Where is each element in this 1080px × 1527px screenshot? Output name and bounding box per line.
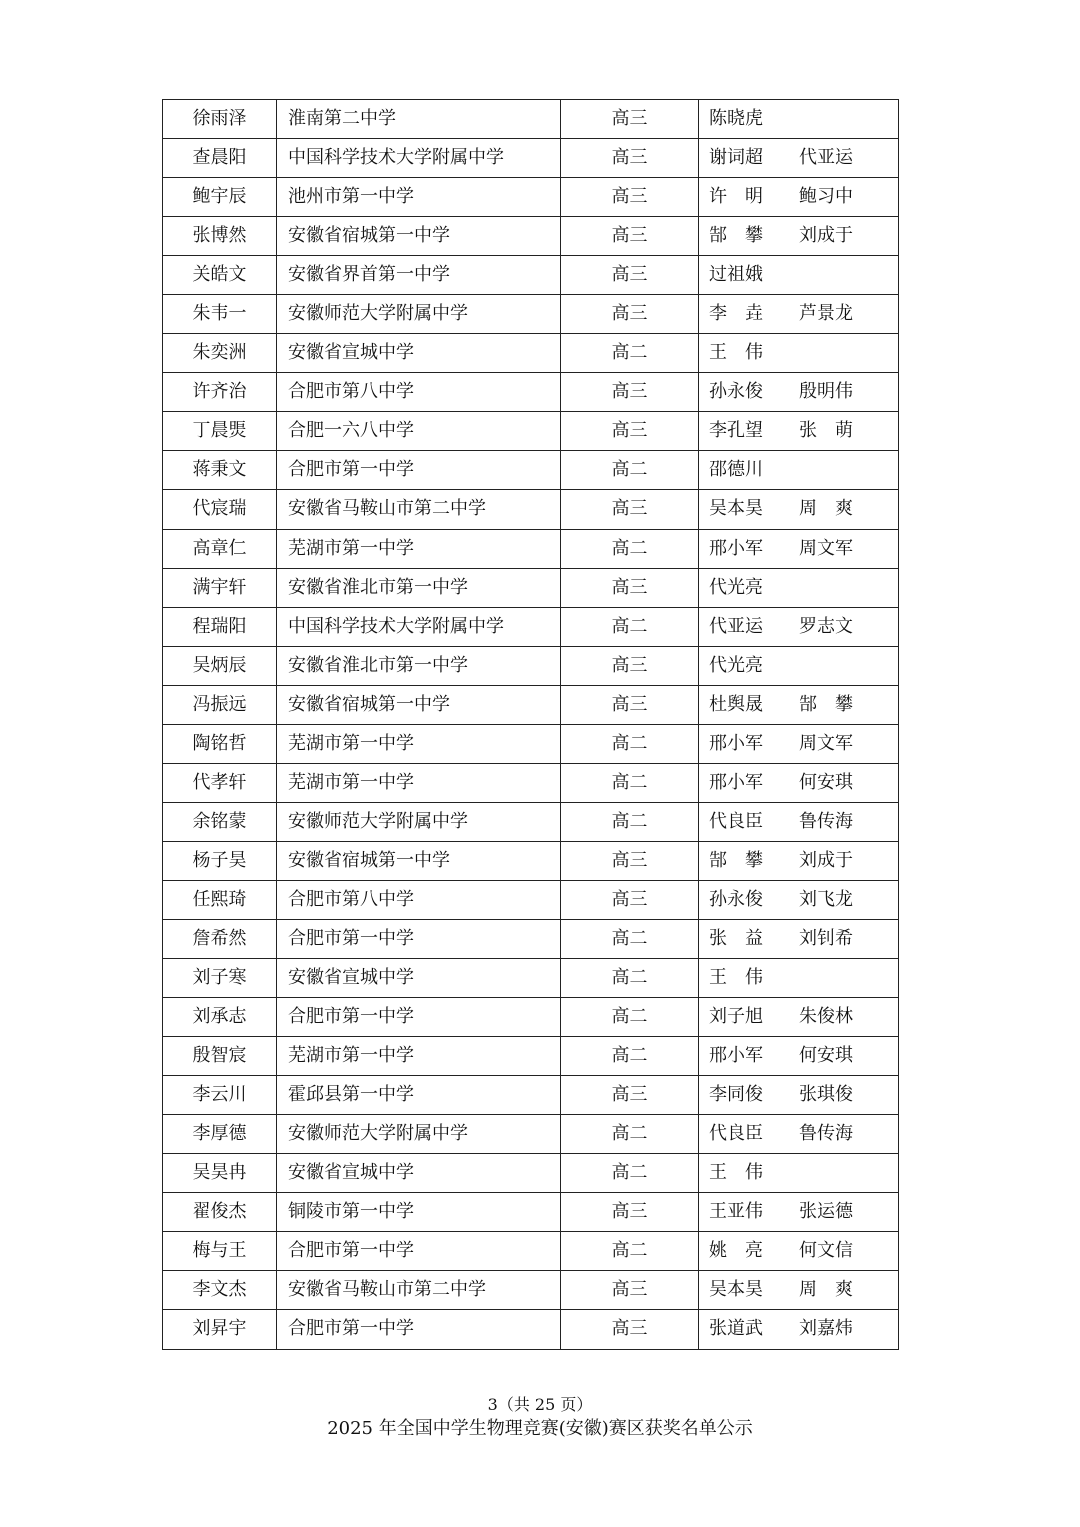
school-cell: 安徽省马鞍山市第二中学 (277, 1271, 561, 1310)
coach-primary: 孙永俊 (709, 381, 763, 403)
student-name-cell: 朱奕洲 (163, 334, 277, 373)
coach-cell (699, 295, 899, 334)
table-row (163, 1271, 899, 1310)
page-number: 3（共 25 页） (487, 1395, 593, 1414)
coach-primary: 邢小军 (709, 771, 763, 793)
school-cell: 芜湖市第一中学 (277, 1037, 561, 1076)
grade-cell: 高二 (561, 1154, 699, 1193)
coach-secondary: 代亚运 (799, 147, 853, 169)
coach-secondary: 周文军 (799, 537, 853, 559)
coach-primary: 李 垚 (709, 303, 763, 325)
grade-cell: 高二 (561, 998, 699, 1037)
table-row (163, 841, 899, 880)
table-row (163, 139, 899, 178)
school-cell: 中国科学技术大学附属中学 (277, 139, 561, 178)
coach-cell (699, 100, 899, 139)
coach-cell (699, 334, 899, 373)
grade-cell: 高三 (561, 685, 699, 724)
coach-secondary: 刘钊希 (799, 928, 853, 949)
grade-cell: 高三 (561, 841, 699, 880)
grade-cell: 高三 (561, 217, 699, 256)
coach-cell (699, 880, 899, 919)
coach-primary: 王亚伟 (709, 1201, 763, 1223)
coach-primary: 王 伟 (709, 967, 763, 989)
coach-secondary: 鲍习中 (799, 186, 853, 208)
grade-cell: 高二 (561, 1232, 699, 1271)
table-row (163, 1154, 899, 1193)
coach-secondary: 张 萌 (799, 420, 853, 442)
award-winners-table-body (163, 100, 899, 1350)
school-cell: 淮南第二中学 (277, 100, 561, 139)
table-row (163, 373, 899, 412)
student-name-cell: 代孝轩 (163, 763, 277, 802)
school-cell: 安徽省淮北市第一中学 (277, 568, 561, 607)
student-name-cell: 满宇轩 (163, 568, 277, 607)
student-name-cell: 冯振远 (163, 685, 277, 724)
student-name-cell: 许齐治 (163, 373, 277, 412)
coach-primary: 邵德川 (709, 459, 763, 481)
student-name-cell: 关皓文 (163, 256, 277, 295)
coach-cell (699, 217, 899, 256)
coach-secondary: 罗志文 (799, 615, 853, 637)
student-name-cell: 代宸瑞 (163, 490, 277, 529)
school-cell: 芜湖市第一中学 (277, 724, 561, 763)
school-cell: 铜陵市第一中学 (277, 1193, 561, 1232)
coach-cell (699, 1154, 899, 1193)
student-name-cell: 朱韦一 (163, 295, 277, 334)
school-cell: 池州市第一中学 (277, 178, 561, 217)
coach-cell (699, 646, 899, 685)
coach-secondary: 芦景龙 (799, 303, 853, 325)
student-name-cell: 刘子寒 (163, 959, 277, 998)
school-cell: 合肥一六八中学 (277, 412, 561, 451)
student-name-cell: 任熙琦 (163, 880, 277, 919)
coach-cell (699, 1037, 899, 1076)
student-name-cell: 李厚德 (163, 1115, 277, 1154)
school-cell: 合肥市第一中学 (277, 1310, 561, 1349)
coach-cell (699, 998, 899, 1037)
coach-primary: 谢词超 (709, 147, 763, 169)
grade-cell: 高三 (561, 880, 699, 919)
grade-cell: 高二 (561, 529, 699, 568)
school-cell: 安徽省马鞍山市第二中学 (277, 490, 561, 529)
award-winners-table (162, 99, 899, 1350)
coach-primary: 代良臣 (709, 1123, 763, 1145)
school-cell: 安徽省宣城中学 (277, 1154, 561, 1193)
grade-cell: 高三 (561, 178, 699, 217)
table-row (163, 763, 899, 802)
coach-cell (699, 490, 899, 529)
coach-secondary: 张运德 (799, 1201, 853, 1223)
coach-secondary: 刘成于 (799, 225, 853, 247)
table-row (163, 334, 899, 373)
student-name-cell: 高章仁 (163, 529, 277, 568)
coach-cell (699, 568, 899, 607)
table-row (163, 451, 899, 490)
grade-cell: 高二 (561, 1037, 699, 1076)
coach-cell (699, 685, 899, 724)
coach-primary: 代光亮 (709, 654, 763, 676)
school-cell: 合肥市第一中学 (277, 919, 561, 958)
table-row (163, 880, 899, 919)
table-row (163, 1193, 899, 1232)
grade-cell: 高二 (561, 724, 699, 763)
coach-cell (699, 1310, 899, 1349)
coach-cell (699, 802, 899, 841)
table-row (163, 217, 899, 256)
coach-primary: 过祖娥 (709, 264, 763, 286)
coach-cell (699, 1115, 899, 1154)
table-row (163, 529, 899, 568)
table-row (163, 256, 899, 295)
coach-primary: 郜 攀 (709, 225, 763, 247)
coach-cell (699, 919, 899, 958)
coach-primary: 吴本昊 (709, 1279, 763, 1301)
table-row (163, 998, 899, 1037)
school-cell: 合肥市第八中学 (277, 373, 561, 412)
school-cell: 安徽省宿城第一中学 (277, 685, 561, 724)
grade-cell: 高三 (561, 373, 699, 412)
table-row (163, 1310, 899, 1349)
coach-secondary: 殷明伟 (799, 381, 853, 403)
table-row (163, 1037, 899, 1076)
coach-primary: 李同俊 (709, 1084, 763, 1106)
grade-cell: 高二 (561, 334, 699, 373)
coach-primary: 姚 亮 (709, 1240, 763, 1262)
coach-cell (699, 373, 899, 412)
table-row (163, 646, 899, 685)
coach-secondary: 鲁传海 (799, 810, 853, 832)
coach-secondary: 鲁传海 (799, 1123, 853, 1145)
student-name-cell: 陶铭哲 (163, 724, 277, 763)
coach-secondary: 刘飞龙 (799, 888, 853, 910)
student-name-cell: 詹希然 (163, 919, 277, 958)
student-name-cell: 刘昇宇 (163, 1310, 277, 1349)
coach-cell (699, 256, 899, 295)
student-name-cell: 李云川 (163, 1076, 277, 1115)
table-row (163, 568, 899, 607)
school-cell: 合肥市第八中学 (277, 880, 561, 919)
coach-secondary: 郜 攀 (799, 693, 853, 715)
school-cell: 安徽师范大学附属中学 (277, 1115, 561, 1154)
table-row (163, 685, 899, 724)
grade-cell: 高二 (561, 763, 699, 802)
coach-secondary: 刘成于 (799, 849, 853, 871)
table-row (163, 490, 899, 529)
school-cell: 合肥市第一中学 (277, 998, 561, 1037)
student-name-cell: 程瑞阳 (163, 607, 277, 646)
student-name-cell: 刘承志 (163, 998, 277, 1037)
table-row (163, 178, 899, 217)
school-cell: 安徽省淮北市第一中学 (277, 646, 561, 685)
school-cell: 芜湖市第一中学 (277, 529, 561, 568)
grade-cell: 高三 (561, 1193, 699, 1232)
coach-cell (699, 724, 899, 763)
grade-cell: 高三 (561, 568, 699, 607)
coach-cell (699, 1232, 899, 1271)
student-name-cell: 李文杰 (163, 1271, 277, 1310)
coach-cell (699, 607, 899, 646)
grade-cell: 高二 (561, 1115, 699, 1154)
student-name-cell: 杨子昊 (163, 841, 277, 880)
student-name-cell: 梅与王 (163, 1232, 277, 1271)
grade-cell: 高三 (561, 100, 699, 139)
coach-cell (699, 139, 899, 178)
coach-secondary: 何安琪 (799, 771, 853, 793)
school-cell: 安徽省宿城第一中学 (277, 217, 561, 256)
coach-primary: 陈晓虎 (709, 108, 763, 130)
coach-primary: 代光亮 (709, 576, 763, 598)
grade-cell: 高三 (561, 139, 699, 178)
student-name-cell: 吴炳辰 (163, 646, 277, 685)
student-name-cell: 殷智宸 (163, 1037, 277, 1076)
school-cell: 安徽省界首第一中学 (277, 256, 561, 295)
grade-cell: 高二 (561, 802, 699, 841)
coach-cell (699, 451, 899, 490)
student-name-cell: 丁晨煚 (163, 412, 277, 451)
coach-primary: 许 明 (709, 186, 763, 208)
table-row (163, 100, 899, 139)
coach-cell (699, 841, 899, 880)
student-name-cell: 查晨阳 (163, 139, 277, 178)
table-row (163, 1115, 899, 1154)
grade-cell: 高二 (561, 607, 699, 646)
table-row (163, 724, 899, 763)
coach-primary: 张 益 (709, 928, 763, 949)
coach-secondary: 周 爽 (799, 498, 853, 520)
coach-cell (699, 1193, 899, 1232)
school-cell: 安徽省宣城中学 (277, 334, 561, 373)
coach-primary: 刘子旭 (709, 1006, 763, 1028)
table-row (163, 959, 899, 998)
coach-cell (699, 1076, 899, 1115)
coach-cell (699, 763, 899, 802)
grade-cell: 高三 (561, 1310, 699, 1349)
coach-primary: 郜 攀 (709, 849, 763, 871)
coach-cell (699, 959, 899, 998)
coach-primary: 邢小军 (709, 537, 763, 559)
coach-cell (699, 529, 899, 568)
school-cell: 霍邱县第一中学 (277, 1076, 561, 1115)
grade-cell: 高三 (561, 1076, 699, 1115)
grade-cell: 高三 (561, 490, 699, 529)
coach-primary: 王 伟 (709, 1162, 763, 1184)
student-name-cell: 鲍宇辰 (163, 178, 277, 217)
student-name-cell: 张博然 (163, 217, 277, 256)
coach-secondary: 何安琪 (799, 1045, 853, 1067)
grade-cell: 高三 (561, 256, 699, 295)
coach-cell (699, 412, 899, 451)
coach-primary: 李孔望 (709, 420, 763, 442)
table-row (163, 802, 899, 841)
coach-primary: 代良臣 (709, 810, 763, 832)
student-name-cell: 蒋秉文 (163, 451, 277, 490)
school-cell: 安徽省宣城中学 (277, 959, 561, 998)
school-cell: 合肥市第一中学 (277, 451, 561, 490)
grade-cell: 高三 (561, 1271, 699, 1310)
school-cell: 安徽师范大学附属中学 (277, 802, 561, 841)
coach-cell (699, 1271, 899, 1310)
table-row (163, 295, 899, 334)
coach-primary: 张道武 (709, 1318, 763, 1340)
coach-primary: 代亚运 (709, 615, 763, 637)
grade-cell: 高二 (561, 919, 699, 958)
student-name-cell: 徐雨泽 (163, 100, 277, 139)
coach-cell (699, 178, 899, 217)
table-row (163, 1076, 899, 1115)
grade-cell: 高二 (561, 451, 699, 490)
grade-cell: 高二 (561, 959, 699, 998)
coach-secondary: 朱俊林 (799, 1006, 853, 1028)
coach-secondary: 刘嘉炜 (799, 1318, 853, 1340)
coach-secondary: 何文信 (799, 1240, 853, 1262)
document-title: 2025 年全国中学生物理竞赛(安徽)赛区获奖名单公示 (327, 1418, 753, 1439)
student-name-cell: 翟俊杰 (163, 1193, 277, 1232)
school-cell: 合肥市第一中学 (277, 1232, 561, 1271)
school-cell: 中国科学技术大学附属中学 (277, 607, 561, 646)
grade-cell: 高三 (561, 646, 699, 685)
school-cell: 安徽省宿城第一中学 (277, 841, 561, 880)
coach-primary: 吴本昊 (709, 498, 763, 520)
grade-cell: 高三 (561, 412, 699, 451)
coach-primary: 邢小军 (709, 1045, 763, 1067)
coach-primary: 孙永俊 (709, 888, 763, 910)
coach-secondary: 周文军 (799, 732, 853, 754)
coach-primary: 杜舆晟 (709, 693, 763, 715)
grade-cell: 高三 (561, 295, 699, 334)
coach-primary: 王 伟 (709, 342, 763, 364)
coach-primary: 邢小军 (709, 732, 763, 754)
table-row (163, 1232, 899, 1271)
student-name-cell: 吴昊冉 (163, 1154, 277, 1193)
student-name-cell: 余铭蒙 (163, 802, 277, 841)
school-cell: 安徽师范大学附属中学 (277, 295, 561, 334)
table-row (163, 412, 899, 451)
coach-secondary: 周 爽 (799, 1279, 853, 1301)
school-cell: 芜湖市第一中学 (277, 763, 561, 802)
table-row (163, 919, 899, 958)
table-row (163, 607, 899, 646)
coach-secondary: 张琪俊 (799, 1084, 853, 1106)
